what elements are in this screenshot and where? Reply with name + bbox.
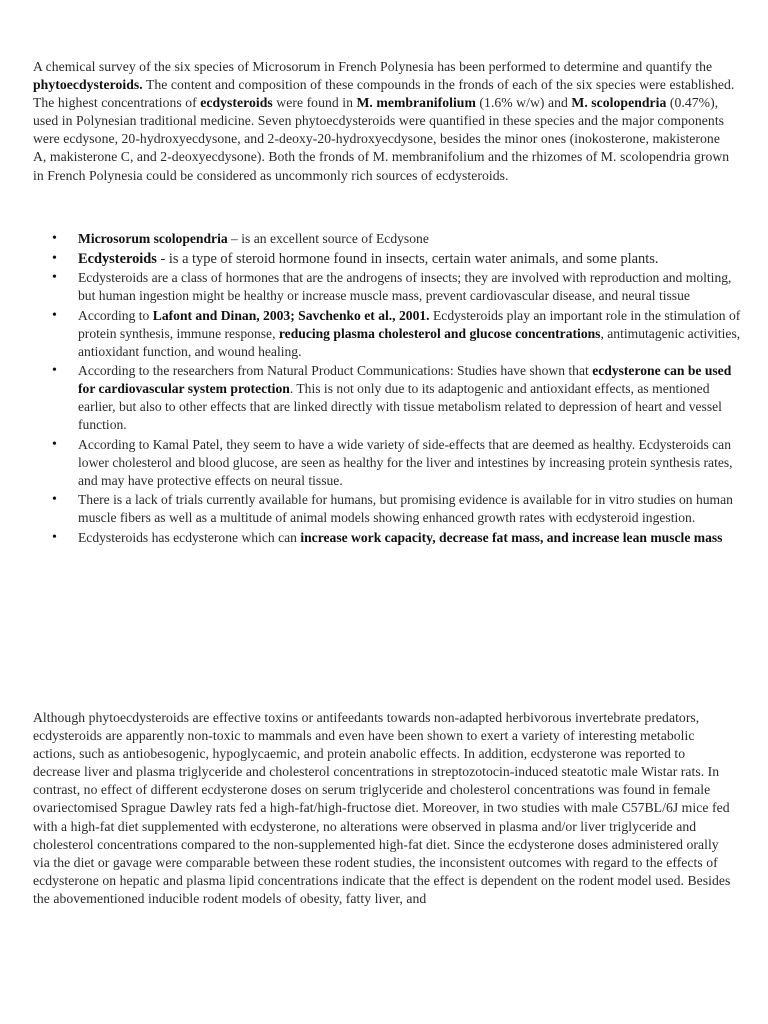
bullet-bold: ecdysterone can be used for cardiovascular system protection [78, 363, 732, 396]
intro-text: were found in [272, 95, 357, 111]
list-item [78, 269, 748, 305]
bullet-bold: increase work capacity, decrease fat mass, and increase lean muscle mass [300, 529, 723, 545]
intro-bold-membranifolium: M. membranifolium [356, 95, 476, 111]
intro-bold-scolopendria: M. scolopendria [571, 95, 667, 111]
bullet-bold: Ecdysteroids [78, 250, 157, 267]
bullet-text: - is a type of steroid hormone found in insects, certain water animals, and some plants. [156, 250, 659, 267]
intro-text: The content and composition of these compounds in the fronds of each of the six species were established. The highest concentrations of [33, 77, 735, 111]
intro-text: A chemical survey of the six species of Microsorum in French Polynesia has been performed to determine and quantify the [33, 59, 713, 74]
list-item [78, 250, 748, 268]
list-item [78, 529, 748, 547]
bullet-bold: reducing plasma cholesterol and glucose concentrations [278, 325, 601, 341]
bullet-text: . This is not only due to its adaptogenic and antioxidant effects, as mentioned earlier, but also to other effects that are linked directly with tissue metabolism related to depression of heart and vessel function. [78, 381, 722, 432]
bullet-list [52, 230, 748, 548]
bullet-text: According to [78, 307, 153, 323]
bullet-text: According to the researchers from Natural Product Communications: Studies have shown that [78, 363, 593, 378]
bullet-text: Ecdysteroids has ecdysterone which can [78, 529, 301, 545]
bullet-bold: Lafont and Dinan, 2003; Savchenko et al., 2001. [152, 307, 430, 323]
intro-text: (0.47%), used in Polynesian traditional medicine. Seven phytoecdysteroids were quantified in these species and the major components were ecdysone, 20-hydroxyecdysone, and 2-deoxy-20-hydroxyecdysone, besides the minor ones (inokosterone, makisterone A, makisterone C, and 2-deoxyecdysone). Both the fronds of M. membranifolium and the rhizomes of M. scolopendria grown in French Polynesia could be considered as uncommonly rich sources of ecdysteroids. [33, 95, 730, 183]
list-item [78, 436, 748, 490]
list-item [78, 307, 748, 361]
bullet-text: According to Kamal Patel, they seem to have a wide variety of side-effects that are deemed as healthy. Ecdysteroids can lower cholesterol and blood glucose, are seen as healthy for the liver and intestines by increasing protein synthesis rates, and may have protective effects on neural tissue. [78, 436, 733, 488]
list-item [78, 362, 748, 434]
bullet-text: Ecdysteroids play an important role in the stimulation of protein synthesis, immune response, [78, 307, 741, 341]
bullet-text: – is an excellent source of Ecdysone [227, 231, 429, 246]
bullet-bold: Microsorum scolopendria [78, 231, 228, 246]
list-item [78, 491, 748, 527]
bullet-text: There is a lack of trials currently available for humans, but promising evidence is available for in vitro studies on human muscle fibers as well as a multitude of animal models showing enhanced growth rates with ecdysteroid ingestion. [78, 492, 733, 525]
bullet-text: , antimutagenic activities, antioxidant function, and wound healing. [78, 325, 741, 359]
bullet-text: Ecdysteroids are a class of hormones that are the androgens of insects; they are involved with reproduction and molting, but human ingestion might be healthy or increase muscle mass, prevent cardiovascular disease, and neural tissue [78, 270, 732, 303]
intro-paragraph [33, 58, 735, 185]
intro-bold-ecdysteroids: ecdysteroids [200, 95, 273, 111]
outro-paragraph: Although phytoecdysteroids are effective toxins or antifeedants towards non-adapted herbivorous invertebrate predators, ecdysteroids are apparently non-toxic to mammals and even have been shown to exert a variety of interesting metabolic actions, such as antiobesogenic, hypoglycaemic, and protein anabolic effects. In addition, ecdysterone was reported to decrease liver and plasma triglyceride and cholesterol concentrations in streptozotocin-induced steatotic male Wistar rats. In contrast, no effect of different ecdysterone doses on serum triglyceride and cholesterol concentrations was found in female ovariectomised Sprague Dawley rats fed a high-fat/high-fructose diet. Moreover, in two studies with male C57BL/6J mice fed with a high-fat diet supplemented with ecdysterone, no alterations were observed in plasma and/or liver triglyceride and cholesterol concentrations compared to the non-supplemented high-fat diet. Since the ecdysterone doses administered orally via the diet or gavage were comparable between these rodent studies, the inconsistent outcomes with regard to the effects of ecdysterone on hepatic and plasma lipid concentrations indicate that the effect is dependent on the rodent model used. Besides the abovementioned inducible rodent models of obesity, fatty liver, and [33, 710, 731, 906]
list-item [78, 230, 748, 248]
intro-bold-phytoecdysteroids: phytoecdysteroids. [33, 77, 143, 93]
intro-text: (1.6% w/w) and [475, 95, 572, 111]
